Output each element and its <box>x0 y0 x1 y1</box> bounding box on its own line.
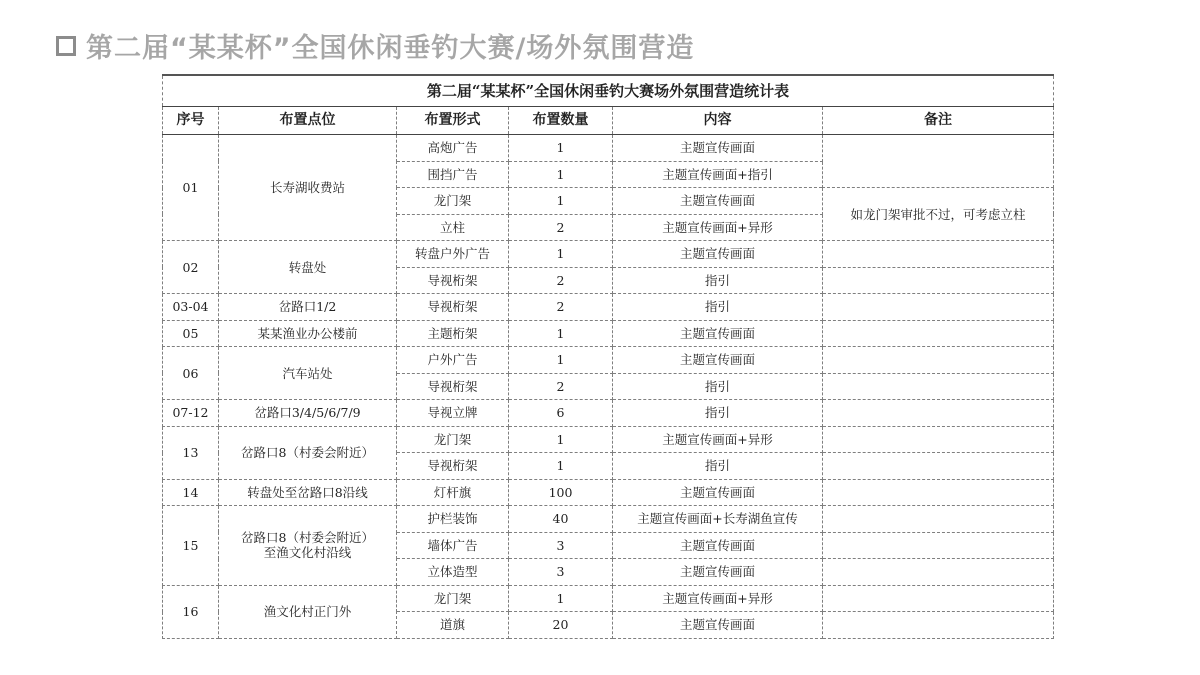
cell-location: 岔路口3/4/5/6/7/9 <box>219 400 397 427</box>
table-row <box>163 426 1054 453</box>
cell-form: 灯杆旗 <box>397 479 509 506</box>
col-header-location: 布置点位 <box>219 107 397 135</box>
cell-form: 导视立牌 <box>397 400 509 427</box>
table-row <box>163 241 1054 268</box>
cell-content: 主题宣传画面+指引 <box>613 161 823 188</box>
stats-table <box>162 74 1054 639</box>
cell-location: 汽车站处 <box>219 347 397 400</box>
cell-content: 指引 <box>613 453 823 480</box>
cell-quantity: 2 <box>509 267 613 294</box>
cell-form: 高炮广告 <box>397 135 509 162</box>
cell-content: 主题宣传画面 <box>613 188 823 215</box>
cell-form: 转盘户外广告 <box>397 241 509 268</box>
cell-no: 05 <box>163 320 219 347</box>
cell-remark <box>823 294 1054 321</box>
cell-no: 15 <box>163 506 219 586</box>
cell-location: 某某渔业办公楼前 <box>219 320 397 347</box>
cell-form: 导视桁架 <box>397 267 509 294</box>
cell-quantity: 3 <box>509 559 613 586</box>
table-caption: 第二届“某某杯”全国休闲垂钓大赛场外氛围营造统计表 <box>163 75 1054 107</box>
cell-quantity: 40 <box>509 506 613 533</box>
cell-quantity: 1 <box>509 135 613 162</box>
cell-no: 01 <box>163 135 219 241</box>
cell-form: 导视桁架 <box>397 294 509 321</box>
cell-form: 龙门架 <box>397 426 509 453</box>
cell-content: 主题宣传画面 <box>613 320 823 347</box>
cell-content: 主题宣传画面+异形 <box>613 426 823 453</box>
cell-content: 主题宣传画面 <box>613 241 823 268</box>
cell-content: 主题宣传画面+异形 <box>613 585 823 612</box>
cell-no: 02 <box>163 241 219 294</box>
slide-title <box>56 26 694 65</box>
cell-quantity: 2 <box>509 373 613 400</box>
cell-form: 户外广告 <box>397 347 509 374</box>
cell-no: 07-12 <box>163 400 219 427</box>
cell-remark <box>823 585 1054 612</box>
cell-remark <box>823 532 1054 559</box>
cell-location: 渔文化村正门外 <box>219 585 397 638</box>
col-header-quantity: 布置数量 <box>509 107 613 135</box>
table-body <box>163 135 1054 639</box>
cell-content: 主题宣传画面 <box>613 347 823 374</box>
cell-form: 导视桁架 <box>397 453 509 480</box>
cell-quantity: 2 <box>509 214 613 241</box>
cell-content: 指引 <box>613 267 823 294</box>
cell-content: 主题宣传画面 <box>613 559 823 586</box>
cell-remark <box>823 559 1054 586</box>
cell-quantity: 1 <box>509 241 613 268</box>
cell-no: 06 <box>163 347 219 400</box>
cell-no: 14 <box>163 479 219 506</box>
cell-location: 转盘处至岔路口8沿线 <box>219 479 397 506</box>
cell-quantity: 1 <box>509 426 613 453</box>
cell-content: 指引 <box>613 373 823 400</box>
col-header-content: 内容 <box>613 107 823 135</box>
table-row <box>163 347 1054 374</box>
cell-no: 13 <box>163 426 219 479</box>
cell-remark <box>823 347 1054 374</box>
cell-quantity: 1 <box>509 585 613 612</box>
cell-no: 03-04 <box>163 294 219 321</box>
cell-location: 岔路口8（村委会附近） <box>219 426 397 479</box>
cell-form: 龙门架 <box>397 585 509 612</box>
cell-remark <box>823 400 1054 427</box>
cell-content: 主题宣传画面+长寿湖鱼宣传 <box>613 506 823 533</box>
cell-quantity: 100 <box>509 479 613 506</box>
cell-quantity: 1 <box>509 453 613 480</box>
cell-content: 主题宣传画面 <box>613 479 823 506</box>
cell-location: 岔路口8（村委会附近） 至渔文化村沿线 <box>219 506 397 586</box>
table-header-row <box>163 107 1054 135</box>
cell-content: 主题宣传画面 <box>613 532 823 559</box>
cell-form: 护栏装饰 <box>397 506 509 533</box>
cell-remark <box>823 426 1054 453</box>
cell-content: 主题宣传画面 <box>613 612 823 639</box>
cell-no: 16 <box>163 585 219 638</box>
cell-remark <box>823 241 1054 268</box>
cell-quantity: 3 <box>509 532 613 559</box>
col-header-no: 序号 <box>163 107 219 135</box>
square-bullet-icon <box>56 36 76 56</box>
cell-form: 墙体广告 <box>397 532 509 559</box>
cell-content: 指引 <box>613 294 823 321</box>
table-row <box>163 135 1054 162</box>
col-header-remark: 备注 <box>823 107 1054 135</box>
cell-form: 主题桁架 <box>397 320 509 347</box>
col-header-form: 布置形式 <box>397 107 509 135</box>
cell-form: 导视桁架 <box>397 373 509 400</box>
table-row <box>163 479 1054 506</box>
cell-remark <box>823 320 1054 347</box>
table-row <box>163 506 1054 533</box>
cell-form: 道旗 <box>397 612 509 639</box>
cell-location: 转盘处 <box>219 241 397 294</box>
cell-form: 立体造型 <box>397 559 509 586</box>
cell-remark <box>823 453 1054 480</box>
cell-remark <box>823 135 1054 188</box>
cell-quantity: 2 <box>509 294 613 321</box>
cell-content: 指引 <box>613 400 823 427</box>
cell-form: 围挡广告 <box>397 161 509 188</box>
cell-remark: 如龙门架审批不过，可考虑立柱 <box>823 188 1054 241</box>
cell-quantity: 1 <box>509 161 613 188</box>
table-row <box>163 294 1054 321</box>
slide-title-text: 第二届“某某杯”全国休闲垂钓大赛/场外氛围营造 <box>86 33 695 64</box>
table-row <box>163 320 1054 347</box>
cell-remark <box>823 612 1054 639</box>
cell-quantity: 20 <box>509 612 613 639</box>
cell-content: 主题宣传画面 <box>613 135 823 162</box>
table-caption-row <box>163 75 1054 107</box>
cell-form: 龙门架 <box>397 188 509 215</box>
cell-quantity: 1 <box>509 188 613 215</box>
cell-remark <box>823 506 1054 533</box>
cell-quantity: 6 <box>509 400 613 427</box>
table-row <box>163 400 1054 427</box>
cell-remark <box>823 267 1054 294</box>
cell-quantity: 1 <box>509 320 613 347</box>
table-row <box>163 585 1054 612</box>
cell-remark <box>823 479 1054 506</box>
cell-location: 长寿湖收费站 <box>219 135 397 241</box>
cell-quantity: 1 <box>509 347 613 374</box>
cell-form: 立柱 <box>397 214 509 241</box>
cell-content: 主题宣传画面+异形 <box>613 214 823 241</box>
cell-remark <box>823 373 1054 400</box>
cell-location: 岔路口1/2 <box>219 294 397 321</box>
